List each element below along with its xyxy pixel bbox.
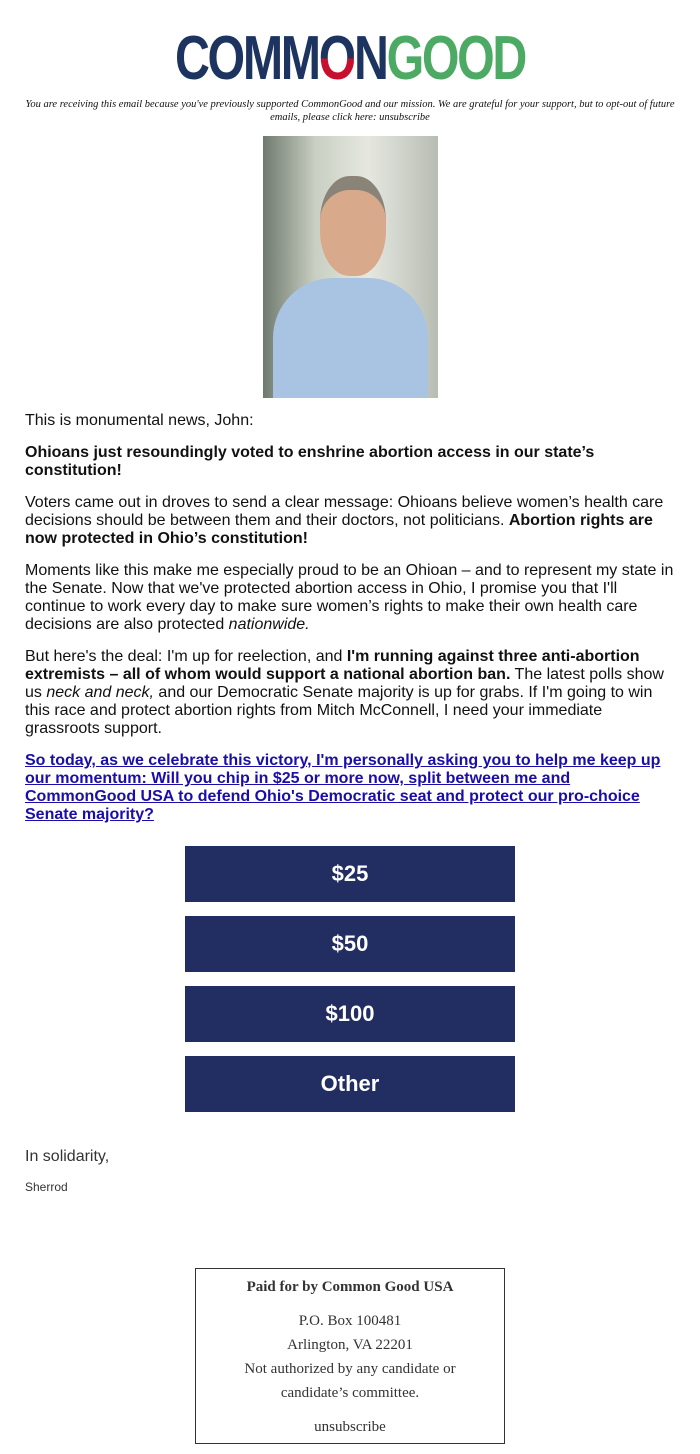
donate-other-button[interactable]: Other bbox=[185, 1056, 515, 1112]
closing: In solidarity, bbox=[25, 1148, 110, 1165]
paragraph-2 bbox=[25, 562, 675, 634]
unsubscribe-link-top[interactable]: unsubscribe bbox=[379, 112, 430, 123]
greeting: This is monumental news, John: bbox=[25, 412, 254, 429]
donate-100-button[interactable]: $100 bbox=[185, 986, 515, 1042]
address-line: P.O. Box 100481 bbox=[298, 1313, 402, 1329]
text: Voters came out in droves to send a clear message: Ohioans believe women’s health care decisions should be between them and their doctors, not politicians. bbox=[25, 494, 664, 529]
paragraph-1 bbox=[25, 494, 675, 548]
signoff bbox=[0, 1148, 700, 1194]
donate-50-button[interactable]: $50 bbox=[185, 916, 515, 972]
paragraph-3 bbox=[25, 648, 675, 738]
candidate-photo bbox=[263, 136, 438, 398]
paid-for-by: Paid for by Common Good USA bbox=[246, 1279, 454, 1295]
unsubscribe-link-footer[interactable]: unsubscribe bbox=[314, 1419, 386, 1435]
text: Moments like this make me especially proud to be an Ohioan – and to represent my state in the Senate. Now that we've protected abortion access in Ohio, I promise you that I'll continue to work every day to make sure women’s rights to make their own health care decisions are also protected bbox=[25, 562, 674, 633]
donation-buttons bbox=[0, 846, 700, 1112]
bold-text: I'm running against three anti-abortion extremists – all of whom would support a national abortion ban. bbox=[25, 648, 640, 683]
opt-out-notice bbox=[20, 98, 680, 124]
commongood-logo bbox=[77, 0, 623, 93]
notice-text: You are receiving this email because you've previously supported CommonGood and our mission. We are grateful for your support, but to opt-out of future emails, please click here: bbox=[25, 99, 675, 123]
photo-shirt bbox=[273, 278, 428, 398]
donate-cta-link[interactable]: So today, as we celebrate this victory, I'm personally asking you to help me keep up our momentum: Will you chip in $25 or more now, split between me and CommonGood USA to defend Ohio's Democratic seat and protect our pro-choice Senate majority? bbox=[25, 752, 661, 823]
text: But here's the deal: I'm up for reelection, and bbox=[25, 648, 347, 665]
headline bbox=[25, 444, 675, 480]
bold-text: Abortion rights are now protected in Ohio’s constitution! bbox=[25, 512, 653, 547]
logo-text: COMM bbox=[174, 24, 319, 93]
donate-25-button[interactable]: $25 bbox=[185, 846, 515, 902]
headline-text: Ohioans just resoundingly voted to enshrine abortion access in our state’s constitution! bbox=[25, 444, 595, 479]
text: The latest polls show us bbox=[25, 666, 664, 701]
disclaimer-box bbox=[195, 1268, 505, 1444]
signature-name: Sherrod bbox=[25, 1180, 68, 1194]
logo-text: N bbox=[354, 24, 387, 93]
logo-text: O bbox=[318, 24, 355, 93]
authorization-note: Not authorized by any candidate or candidate’s committee. bbox=[244, 1361, 456, 1401]
italic-text: nationwide. bbox=[228, 616, 310, 633]
italic-text: neck and neck, bbox=[46, 684, 154, 701]
text: and our Democratic Senate majority is up for grabs. If I'm going to win this race and protect abortion rights from Mitch McConnell, I need your immediate grassroots support. bbox=[25, 684, 653, 737]
address-line: Arlington, VA 22201 bbox=[287, 1337, 413, 1353]
email-body bbox=[0, 412, 700, 824]
photo-head bbox=[320, 176, 386, 276]
logo-text: GOOD bbox=[386, 24, 526, 93]
